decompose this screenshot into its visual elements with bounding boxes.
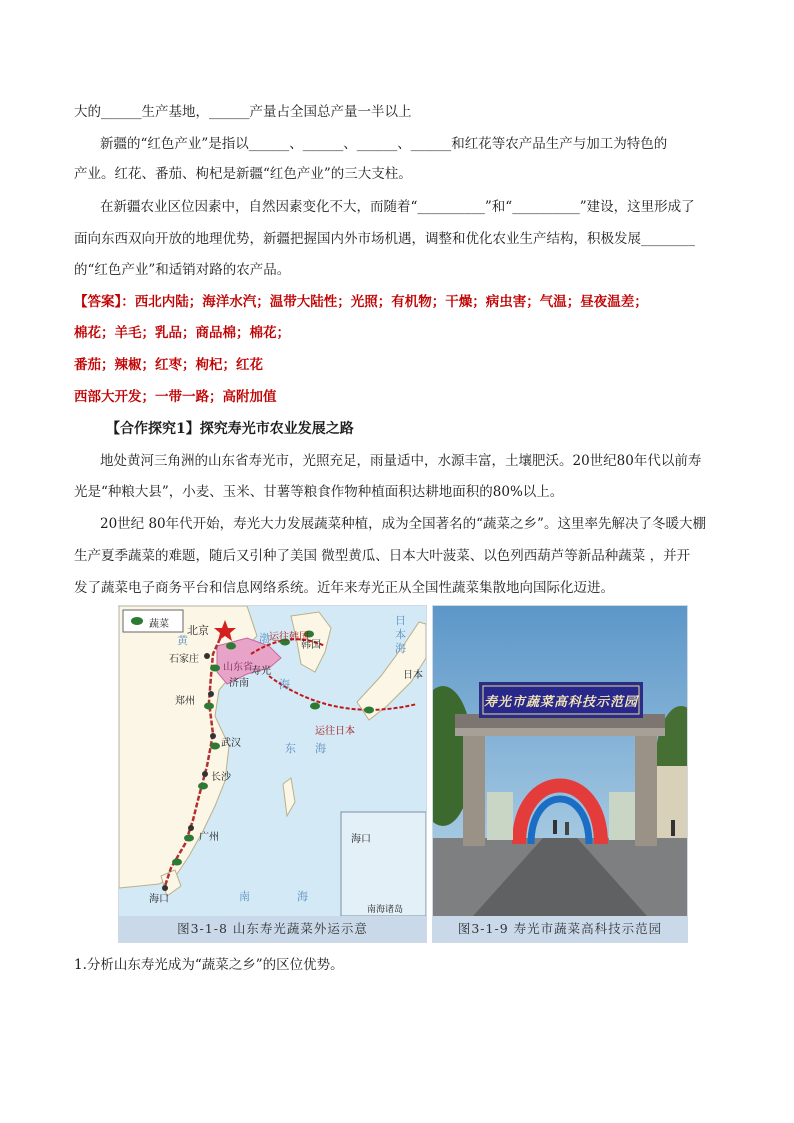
legend-label: 蔬菜 xyxy=(149,619,169,630)
sea-label-bo: 渤 xyxy=(259,632,270,645)
text-line-6: 的“红色产业”和适销对路的农产品。 xyxy=(74,262,291,278)
sea-label-hai-4: 海 xyxy=(395,642,406,655)
section-heading: 【合作探究1】探究寿光市农业发展之路 xyxy=(106,421,354,437)
answer-line-1: 【答案】：西北内陆；海洋水汽；温带大陆性；光照；有机物；干燥；病虫害；气温；昼夜温差； xyxy=(74,294,648,310)
answer-line-4: 西部大开发；一带一路；高附加值 xyxy=(74,389,277,405)
city-shijiazhuang: 石家庄 xyxy=(169,654,199,665)
route-to-japan: 运往日本 xyxy=(315,726,355,737)
sea-label-hai-3: 海 xyxy=(297,890,308,903)
text-line-2: 新疆的“红色产业”是指以______、______、______、______和红花等农产品生产与加工为特色的 xyxy=(100,136,668,152)
answer-line-2: 棉花；羊毛；乳品；商品棉；棉花； xyxy=(74,325,290,341)
city-beijing: 北京 xyxy=(187,624,209,637)
route-to-korea: 运往韩国 xyxy=(269,632,309,643)
section-p1-b: 光是“种粮大县”，小麦、玉米、甘薯等粮食作物种植面积达耕地面积的80%以上。 xyxy=(74,484,564,500)
gate-sign-text: 寿光市蔬菜高科技示范园 xyxy=(483,695,638,710)
text-line-5: 面向东西双向开放的地理优势，新疆把握国内外市场机遇，调整和优化农业生产结构，积极发展________ xyxy=(74,231,695,247)
map-caption: 图3-1-8 山东寿光蔬菜外运示意 xyxy=(119,916,426,942)
section-p2-b: 生产夏季蔬菜的难题，随后又引种了美国 微型黄瓜、日本大叶菠菜、以色列西葫芦等新品种蔬菜 ，并开 xyxy=(74,548,691,564)
city-zhengzhou: 郑州 xyxy=(175,696,195,707)
section-p1-a: 地处黄河三角洲的山东省寿光市，光照充足，雨量适中，水源丰富，土壤肥沃。20世纪80年代以前寿 xyxy=(100,453,702,469)
section-p2-a: 20世纪 80年代开始，寿光大力发展蔬菜种植，成为全国著名的“蔬菜之乡”。这里率先解决了冬暖大棚 xyxy=(100,516,706,532)
sea-label-dong: 东 xyxy=(285,742,296,755)
text-line-3: 产业。红花、番茄、枸杞是新疆“红色产业”的三大支柱。 xyxy=(74,166,412,182)
vegetable-export-map xyxy=(118,605,427,943)
region-korea: 韩国 xyxy=(301,640,321,651)
sea-label-hai-2: 海 xyxy=(315,742,326,755)
section-p2-c: 发了蔬菜电子商务平台和信息网络系统。近年来寿光正从全国性蔬菜集散地向国际化迈进。 xyxy=(74,580,614,596)
map-graphic xyxy=(119,606,426,916)
gate-photo-graphic xyxy=(433,606,687,916)
text-line-4: 在新疆农业区位因素中，自然因素变化不大，而随着“__________”和“__________”建设，这里形成了 xyxy=(100,199,695,215)
sea-label-nan: 南 xyxy=(239,890,250,903)
city-changsha: 长沙 xyxy=(211,772,231,783)
city-shouguang: 寿光 xyxy=(251,666,271,677)
inset-city-haikou: 海口 xyxy=(351,834,371,845)
inset-south-china-sea-islands: 南海诸岛 xyxy=(367,905,404,915)
sea-label-hai-1: 海 xyxy=(279,678,290,691)
region-japan: 日本 xyxy=(403,670,423,681)
sea-label-huang: 黄 xyxy=(177,634,188,647)
question-1: 1.分析山东寿光成为“蔬菜之乡”的区位优势。 xyxy=(74,957,344,973)
demo-park-photo xyxy=(432,605,688,943)
region-shandong: 山东省 xyxy=(223,662,253,673)
answer-line-3: 番茄；辣椒；红枣；枸杞；红花 xyxy=(74,357,263,373)
photo-caption: 图3-1-9 寿光市蔬菜高科技示范园 xyxy=(433,916,687,942)
text-line-1: 大的______生产基地，______产量占全国总产量一半以上 xyxy=(74,104,412,120)
city-wuhan: 武汉 xyxy=(221,738,241,749)
city-guangzhou: 广州 xyxy=(199,832,219,843)
city-haikou: 海口 xyxy=(149,894,169,905)
city-jinan: 济南 xyxy=(229,678,249,689)
sea-label-ri: 日 xyxy=(395,614,406,627)
sea-label-ben: 本 xyxy=(395,628,406,641)
